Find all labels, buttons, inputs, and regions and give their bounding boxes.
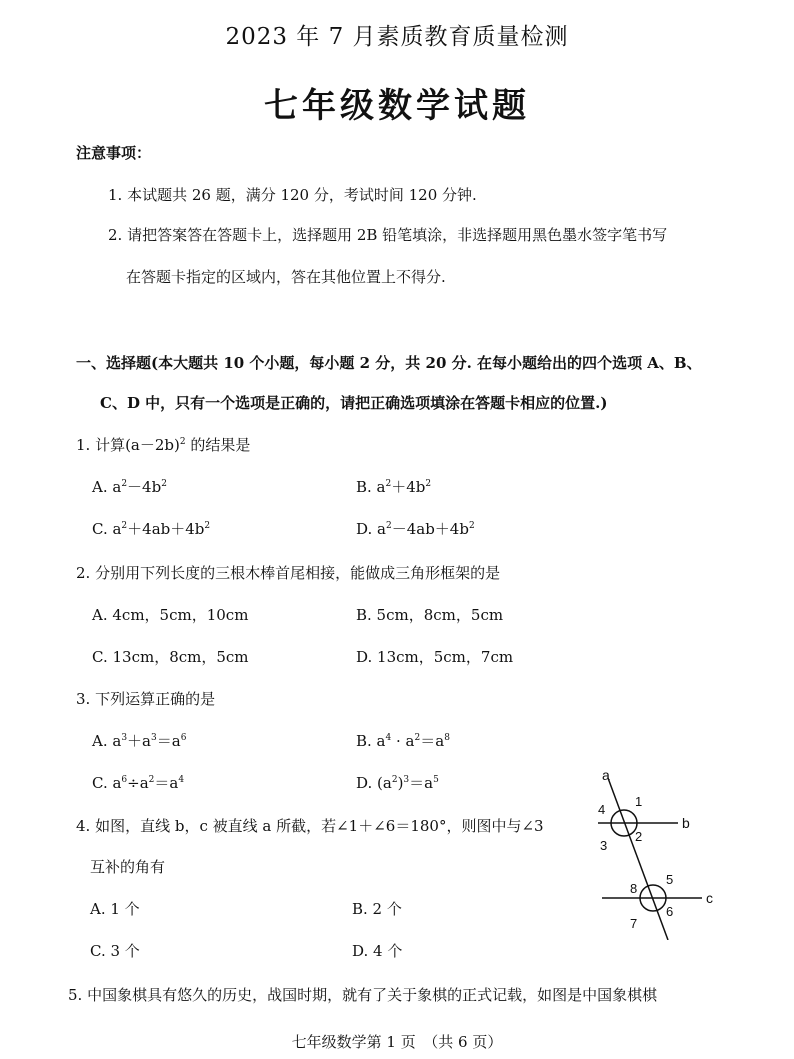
angle-6-label: 6 <box>666 904 674 919</box>
q3-b-exp: 4 <box>385 733 392 743</box>
q3-d-exp: 3 <box>403 775 410 785</box>
q3-c-exp: 6 <box>121 775 128 785</box>
transversal-figure <box>590 770 730 940</box>
q2-option-b[interactable]: B. 5cm，8cm，5cm <box>356 606 504 624</box>
q3-a-exp: 3 <box>151 733 157 743</box>
q4-option-d[interactable]: D. 4 个 <box>352 942 403 960</box>
q3-option-a[interactable] <box>92 730 186 751</box>
q1-b-part: B. a <box>356 478 386 496</box>
q1-stem <box>76 434 250 455</box>
q1-stem-text: 1. 计算(a－2b) <box>76 436 180 454</box>
q1-b-part: ＋4b <box>391 478 426 496</box>
q3-b-part: B. a <box>356 732 386 750</box>
angle-2-label: 2 <box>635 829 643 844</box>
note-item-1: 1. 本试题共 26 题，满分 120 分，考试时间 120 分钟. <box>108 186 477 204</box>
q3-stem: 3. 下列运算正确的是 <box>76 690 216 708</box>
q3-b-exp: 8 <box>444 733 450 743</box>
q3-d-exp: 5 <box>433 775 439 785</box>
page-footer: 七年级数学第 1 页 （共 6 页） <box>291 1033 503 1051</box>
angle-5-label: 5 <box>666 872 674 887</box>
q2-stem: 2. 分别用下列长度的三根木棒首尾相接，能做成三角形框架的是 <box>76 564 501 582</box>
q1-option-b[interactable] <box>356 476 431 497</box>
q3-a-exp: 3 <box>121 733 128 743</box>
angle-7-label: 7 <box>630 916 638 931</box>
q1-c-exp: 2 <box>121 521 128 531</box>
q3-a-part: A. a <box>92 732 122 750</box>
q3-d-exp: 2 <box>391 775 398 785</box>
angle-4-label: 4 <box>598 802 606 817</box>
q3-c-exp: 2 <box>148 775 155 785</box>
q3-a-part: ＋a <box>127 732 151 750</box>
note-item-2: 2. 请把答案答在答题卡上，选择题用 2B 铅笔填涂，非选择题用黑色墨水签字笔书写 <box>108 226 668 244</box>
q4-stem-line2: 互补的角有 <box>90 858 166 876</box>
q3-b-part: ＝a <box>420 732 445 750</box>
exam-main-title: 七年级数学试题 <box>264 86 530 126</box>
note-item-2-continued: 在答题卡指定的区域内，答在其他位置上不得分. <box>126 268 446 286</box>
angle-1-label: 1 <box>635 794 643 809</box>
q1-option-c[interactable] <box>92 518 210 539</box>
q1-d-exp: 2 <box>385 521 392 531</box>
q1-option-d[interactable] <box>356 518 475 539</box>
q3-c-part: ÷a <box>127 774 149 792</box>
q3-d-part: D. (a <box>356 774 392 792</box>
q2-option-d[interactable]: D. 13cm，5cm，7cm <box>356 648 514 666</box>
q1-b-exp: 2 <box>425 479 432 489</box>
label-a: a <box>602 770 610 783</box>
exam-session-title: 2023 年 7 月素质教育质量检测 <box>225 24 569 50</box>
q3-option-d[interactable] <box>356 772 439 793</box>
section1-instructions-line2: C、D 中，只有一个选项是正确的，请把正确选项填涂在答题卡相应的位置.) <box>100 394 608 412</box>
q1-stem-exponent: 2 <box>179 437 186 447</box>
q3-option-b[interactable] <box>356 730 450 751</box>
q1-b-exp: 2 <box>385 479 392 489</box>
q1-d-exp: 2 <box>468 521 475 531</box>
notes-heading: 注意事项： <box>76 144 152 162</box>
q4-option-b[interactable]: B. 2 个 <box>352 900 402 918</box>
q3-c-exp: 4 <box>178 775 185 785</box>
q1-a-exp: 2 <box>121 479 128 489</box>
q3-a-exp: 6 <box>180 733 187 743</box>
q3-c-part: ＝a <box>154 774 179 792</box>
q1-option-a[interactable] <box>92 476 167 497</box>
label-c: c <box>706 890 713 906</box>
q1-c-part: ＋4ab＋4b <box>127 520 205 538</box>
q4-option-a[interactable]: A. 1 个 <box>90 900 140 918</box>
q3-d-part: ) <box>397 774 404 792</box>
q3-c-part: C. a <box>92 774 122 792</box>
q3-option-c[interactable] <box>92 772 184 793</box>
q1-d-part: －4ab＋4b <box>391 520 469 538</box>
q4-stem-line1: 4. 如图，直线 b，c 被直线 a 所截，若∠1＋∠6＝180°，则图中与∠3 <box>76 817 544 835</box>
q3-d-part: ＝a <box>409 774 434 792</box>
q1-c-part: C. a <box>92 520 122 538</box>
q1-a-part: A. a <box>92 478 122 496</box>
q1-a-exp: 2 <box>161 479 167 489</box>
q1-d-part: D. a <box>356 520 386 538</box>
angle-8-label: 8 <box>630 881 638 896</box>
q1-a-part: －4b <box>127 478 162 496</box>
angle-3-label: 3 <box>600 838 608 853</box>
q1-stem-tail: 的结果是 <box>185 436 251 454</box>
q1-c-exp: 2 <box>204 521 211 531</box>
q5-stem: 5. 中国象棋具有悠久的历史，战国时期，就有了关于象棋的正式记载，如图是中国象棋棋 <box>68 986 658 1004</box>
q2-option-a[interactable]: A. 4cm，5cm，10cm <box>92 606 249 624</box>
q2-option-c[interactable]: C. 13cm，8cm，5cm <box>92 648 249 666</box>
q3-a-part: ＝a <box>156 732 181 750</box>
section1-instructions-line1: 一、选择题(本大题共 10 个小题，每小题 2 分，共 20 分. 在每小题给出的四个选项 A、B、 <box>76 354 702 372</box>
q3-b-part: · a <box>391 732 415 750</box>
q4-option-c[interactable]: C. 3 个 <box>90 942 140 960</box>
label-b: b <box>682 815 690 831</box>
q3-b-exp: 2 <box>414 733 421 743</box>
